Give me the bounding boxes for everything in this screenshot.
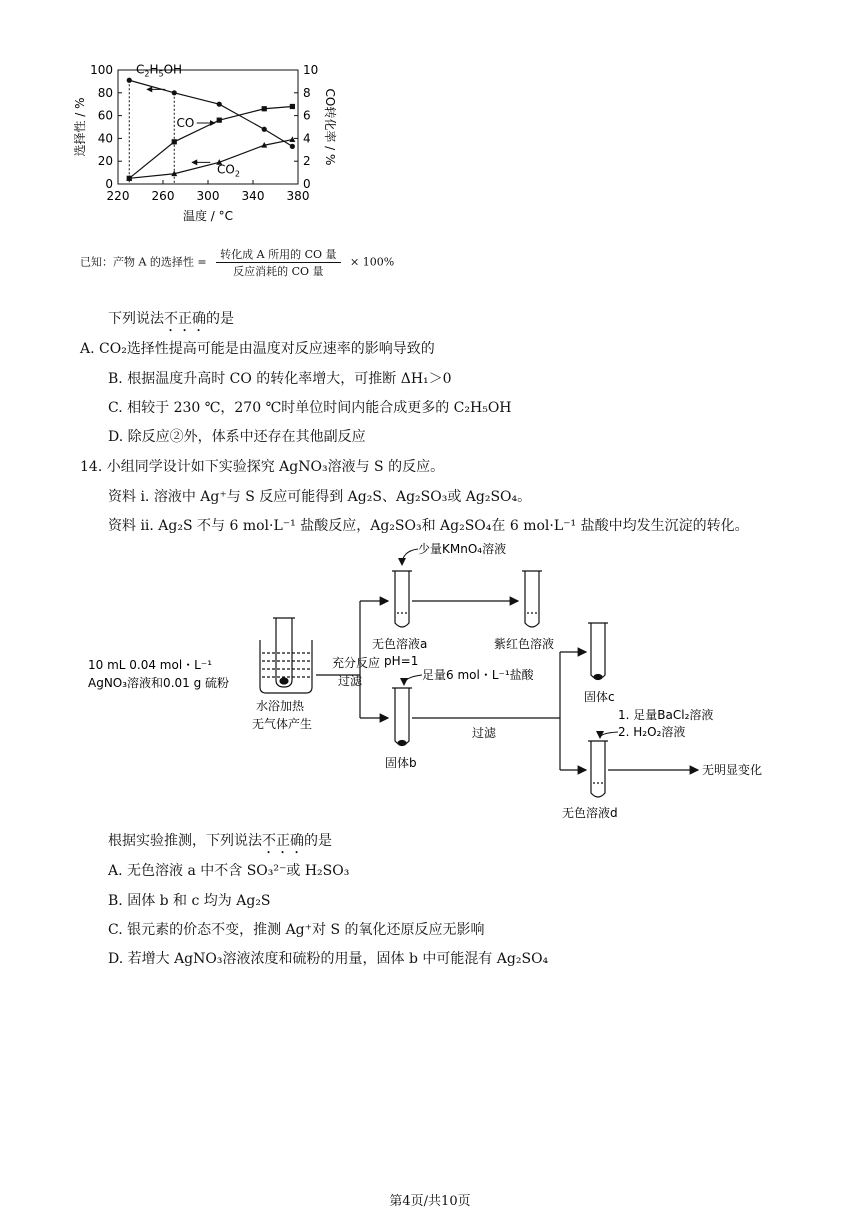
point-C2H5OH (172, 90, 177, 95)
y-left-tick-label: 100 (90, 63, 113, 77)
q14-info-2: 资料 ii. Ag₂S 不与 6 mol·L⁻¹ 盐酸反应，Ag₂SO₃和 Ag₂SO₄在 6 mol·L⁻¹ 盐酸中均发生沉淀的转化。 (108, 518, 749, 534)
q13-stem-c: 的是 (206, 311, 234, 327)
filter-label-1: 过滤 (338, 674, 363, 688)
h2o2-label: 2. H₂O₂溶液 (618, 725, 686, 739)
point-C2H5OH (217, 102, 222, 107)
experiment-flow-diagram (80, 535, 800, 825)
note-numerator: 转化成 A 所用的 CO 量 (216, 246, 340, 263)
y-left-tick-label: 0 (105, 177, 113, 191)
y-left-axis-title: 选择性 / % (73, 97, 87, 157)
page-footer: 第4页/共10页 (389, 1194, 471, 1209)
y-left-tick-label: 40 (97, 131, 113, 146)
x-tick-label: 380 (286, 189, 310, 203)
sol-d-label: 无色溶液d (562, 806, 618, 820)
q14-stem-emphasis: 不正确 (262, 833, 304, 849)
solid-c-label: 固体c (584, 690, 615, 704)
bacl2-label: 1. 足量BaCl₂溶液 (618, 708, 714, 722)
bacl2-arrow (600, 732, 618, 738)
series-label-CO: CO (176, 116, 195, 130)
q13-stem-emphasis: 不正确 (164, 311, 206, 327)
no-change-label: 无明显变化 (702, 763, 763, 777)
y-right-tick-label: 10 (303, 63, 319, 77)
point-CO (262, 106, 267, 111)
selectivity-conversion-chart (70, 58, 360, 238)
point-CO (172, 139, 177, 144)
kmno4-arrow (402, 549, 418, 565)
point-C2H5OH (290, 144, 295, 149)
chart-series (126, 78, 295, 184)
q13-option-c: C. 相较于 230 ℃，270 ℃时单位时间内能合成更多的 C₂H₅OH (108, 400, 512, 416)
y-left-tick-label: 80 (97, 85, 113, 100)
reagent-line-2: AgNO₃溶液和0.01 g 硫粉 (88, 676, 230, 690)
series-label-C2H5OH: $C_2H_5OH$ (136, 62, 183, 79)
q14-stem (108, 830, 332, 857)
q14-info-1: 资料 i. 溶液中 Ag⁺与 S 反应可能得到 Ag₂S、Ag₂SO₃或 Ag₂SO₄。 (108, 489, 532, 505)
bath-line-2: 无气体产生 (252, 717, 313, 731)
q14-option-d: D. 若增大 AgNO₃溶液浓度和硫粉的用量，固体 b 中可能混有 Ag₂SO₄ (108, 951, 549, 967)
tube-d (588, 741, 608, 797)
q14-title: 14. 小组同学设计如下实验探究 AgNO₃溶液与 S 的反应。 (80, 459, 445, 475)
hcl-label: 足量6 mol・L⁻¹盐酸 (422, 668, 534, 682)
chart-axes (118, 70, 298, 184)
series-label-CO2: $CO_2$ (217, 162, 240, 179)
point-C2H5OH (262, 127, 267, 132)
q13-option-a: A. CO₂选择性提高可能是由温度对反应速率的影响导致的 (80, 341, 435, 357)
point-CO2 (289, 136, 295, 142)
tube-b (392, 688, 412, 746)
y-right-tick-label: 0 (303, 177, 311, 191)
x-tick-label: 340 (241, 189, 265, 203)
q14-option-a: A. 无色溶液 a 中不含 SO₃²⁻或 H₂SO₃ (108, 863, 350, 879)
q13-option-d: D. 除反应②外，体系中还存在其他副反应 (108, 429, 366, 445)
tube-c (588, 623, 608, 680)
q13-stem-a: 下列说法 (108, 311, 164, 327)
q14-stem-a: 根据实验推测，下列说法 (108, 833, 262, 849)
q14-option-b: B. 固体 b 和 c 均为 Ag₂S (108, 893, 271, 909)
point-CO (290, 104, 295, 109)
q14-option-c: C. 银元素的价态不变，推测 Ag⁺对 S 的氧化还原反应无影响 (108, 922, 485, 938)
x-tick-label: 220 (106, 189, 130, 203)
y-right-tick-label: 8 (303, 85, 311, 100)
y-right-tick-label: 2 (303, 154, 311, 169)
note-suffix: × 100% (350, 255, 395, 269)
bath-line-1: 水浴加热 (256, 699, 305, 713)
split-lines (560, 652, 586, 770)
purple-label: 紫红色溶液 (494, 637, 555, 651)
plot-frame (118, 70, 298, 184)
q13-option-b: B. 根据温度升高时 CO 的转化率增大，可推断 ΔH₁＞0 (108, 371, 452, 387)
y-left-tick-label: 20 (97, 154, 113, 169)
note-denominator: 反应消耗的 CO 量 (233, 265, 324, 278)
hcl-arrow (404, 675, 422, 685)
y-left-tick-label: 60 (97, 108, 113, 123)
sol-a-ph: pH=1 (384, 654, 419, 668)
solid-b-label: 固体b (385, 756, 417, 770)
x-axis-title: 温度 / °C (182, 209, 234, 223)
x-tick-label: 300 (196, 189, 220, 203)
q13-stem (108, 308, 234, 335)
series-line-CO (129, 106, 292, 178)
note-prefix: 已知：产物 A 的选择性 = (80, 255, 207, 269)
react-label: 充分反应 (332, 656, 381, 670)
tube-purple (522, 571, 542, 627)
selectivity-definition (80, 246, 394, 279)
point-CO (217, 118, 222, 123)
y-right-tick-label: 6 (303, 108, 311, 123)
filter-label-2: 过滤 (472, 726, 497, 740)
tube-a (392, 571, 412, 627)
y-right-tick-label: 4 (303, 131, 311, 146)
x-tick-label: 260 (151, 189, 175, 203)
kmno4-label: 少量KMnO₄溶液 (418, 542, 507, 556)
water-bath-beaker (260, 618, 312, 693)
reagent-line-1: 10 mL 0.04 mol・L⁻¹ (88, 658, 213, 672)
series-line-C2H5OH (129, 80, 292, 146)
sol-a-label: 无色溶液a (372, 637, 428, 651)
q14-stem-c: 的是 (304, 833, 332, 849)
y-right-axis-title: CO转化率 / % (323, 88, 337, 166)
point-C2H5OH (127, 78, 132, 83)
